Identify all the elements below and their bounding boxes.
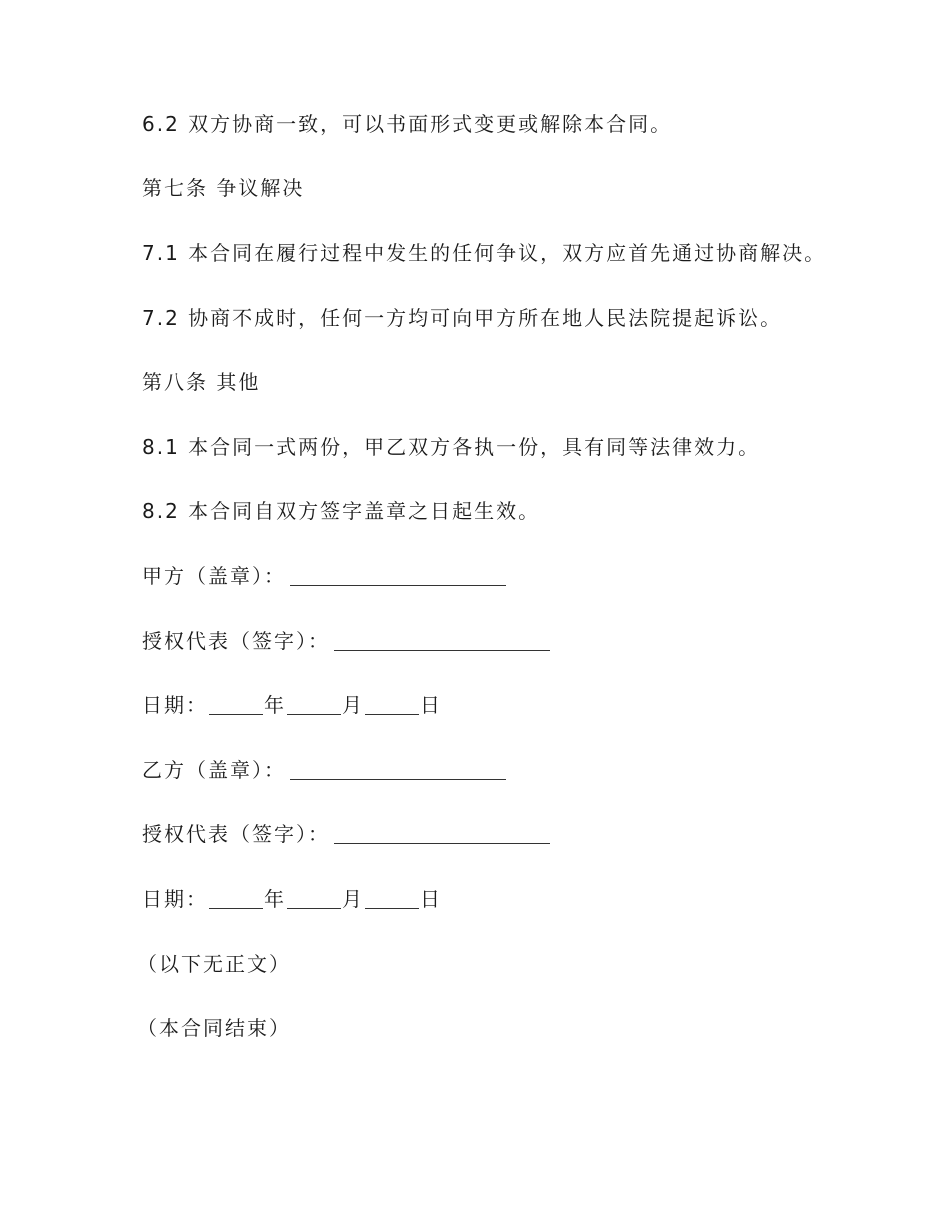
party-a-date-line	[142, 691, 442, 719]
article-8-heading: 第八条 其他	[142, 370, 261, 394]
contract-end-note: （本合同结束）	[137, 1016, 291, 1040]
clause-8-2: 8.2 本合同自双方签字盖章之日起生效。	[142, 499, 541, 523]
party-b-day-blank[interactable]	[365, 888, 419, 909]
party-a-rep-line	[142, 627, 550, 655]
party-b-seal-label: 乙方（盖章）：	[142, 758, 286, 782]
party-a-year-label: 年	[264, 693, 286, 717]
party-a-seal-label: 甲方（盖章）：	[142, 564, 286, 588]
party-b-rep-blank[interactable]	[334, 823, 550, 844]
party-b-year-label: 年	[264, 887, 286, 911]
party-b-day-label: 日	[420, 887, 442, 911]
party-a-day-blank[interactable]	[365, 694, 419, 715]
party-a-date-label: 日期：	[142, 693, 208, 717]
clause-7-1: 7.1 本合同在履行过程中发生的任何争议，双方应首先通过协商解决。	[142, 241, 827, 265]
party-a-seal-line	[142, 562, 506, 590]
party-a-month-label: 月	[342, 693, 364, 717]
party-a-day-label: 日	[420, 693, 442, 717]
party-b-seal-blank[interactable]	[290, 759, 506, 780]
party-b-rep-label: 授权代表（签字）：	[142, 822, 330, 846]
party-b-month-label: 月	[342, 887, 364, 911]
party-b-year-blank[interactable]	[209, 888, 263, 909]
party-a-seal-blank[interactable]	[290, 565, 506, 586]
party-b-date-line	[142, 885, 442, 913]
party-b-month-blank[interactable]	[287, 888, 341, 909]
party-a-month-blank[interactable]	[287, 694, 341, 715]
party-b-seal-line	[142, 756, 506, 784]
party-a-rep-label: 授权代表（签字）：	[142, 629, 330, 653]
clause-7-2: 7.2 协商不成时，任何一方均可向甲方所在地人民法院提起诉讼。	[142, 306, 783, 330]
party-b-date-label: 日期：	[142, 887, 208, 911]
party-b-rep-line	[142, 820, 550, 848]
party-a-rep-blank[interactable]	[334, 630, 550, 651]
party-a-year-blank[interactable]	[209, 694, 263, 715]
no-further-text-note: （以下无正文）	[137, 952, 291, 976]
clause-6-2: 6.2 双方协商一致，可以书面形式变更或解除本合同。	[142, 112, 673, 136]
clause-8-1: 8.1 本合同一式两份，甲乙双方各执一份，具有同等法律效力。	[142, 435, 761, 459]
article-7-heading: 第七条 争议解决	[142, 176, 305, 200]
